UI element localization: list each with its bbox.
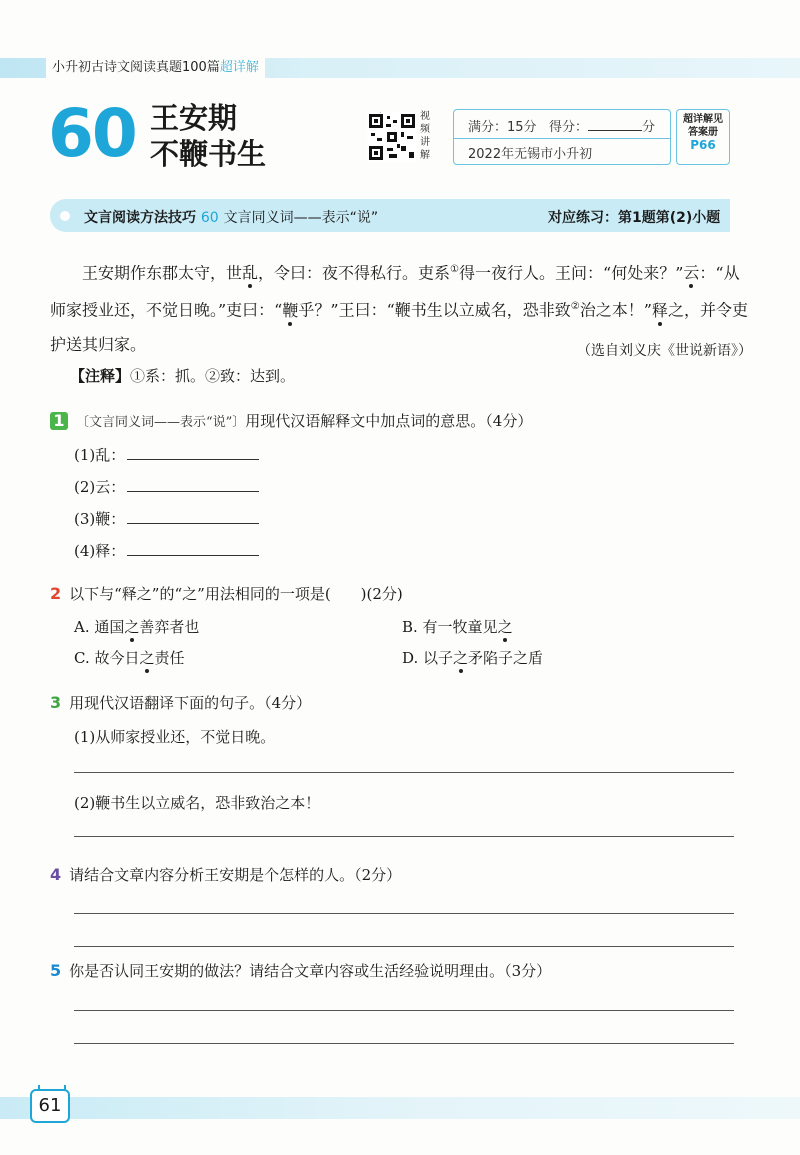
item-label: (3)鞭：: [74, 510, 126, 528]
option-text: C. 故今日: [74, 649, 140, 667]
method-label: [84, 207, 378, 227]
method-dot-icon: [60, 211, 70, 221]
passage-text: 治之本！”: [579, 300, 652, 320]
question-text: 你是否认同王安期的做法？请结合文章内容或生活经验说明理由。（3分）: [69, 962, 552, 980]
answer-tag-line-1: 超详解见: [683, 114, 723, 125]
passage-text: 得一夜行人。王问：“何处来？”: [459, 263, 684, 283]
passage-text: 乎？”王曰：“鞭书生以立威名，恐非致: [298, 300, 571, 320]
question-1: [50, 410, 532, 431]
score-row: [468, 116, 655, 135]
question-text: 请结合文章内容分析王安期是个怎样的人。（2分）: [69, 866, 402, 884]
title-line-1: 王安期: [150, 101, 238, 135]
option-text: 矛陷子之盾: [468, 649, 544, 667]
dotted-word: 之: [139, 649, 155, 667]
question-number: 4: [50, 865, 62, 884]
qr-caption: [420, 110, 434, 162]
answer-line[interactable]: [74, 946, 734, 947]
option-b[interactable]: [402, 616, 513, 637]
series-accent: 超详解: [219, 60, 259, 75]
score-divider: [454, 138, 670, 139]
option-text: 善弈者也: [139, 618, 200, 636]
q3-sentence-2: (2)鞭书生以立威名，恐非致治之本！: [74, 794, 321, 812]
question-text: 用现代汉语翻译下面的句子。（4分）: [69, 694, 312, 712]
qr-caption-char: 讲: [420, 137, 430, 148]
answer-blank[interactable]: [127, 510, 259, 524]
answer-page: P66: [690, 138, 716, 152]
answer-line[interactable]: [74, 836, 734, 837]
answer-reference: [676, 109, 730, 165]
qr-caption-char: 频: [420, 124, 430, 135]
q1-item: [74, 476, 259, 497]
question-2: [50, 583, 403, 604]
option-text: B. 有一牧童见: [402, 618, 498, 636]
answer-blank[interactable]: [127, 446, 259, 460]
score-got-label: 得分：: [548, 120, 588, 135]
notes: [70, 365, 295, 386]
question-text: 用现代汉语解释文中加点词的意思。（4分）: [245, 412, 533, 430]
page-number: 61: [30, 1089, 70, 1123]
answer-line[interactable]: [74, 1010, 734, 1011]
dotted-word: 之: [124, 618, 140, 636]
q1-item: [74, 444, 259, 465]
answer-blank[interactable]: [127, 478, 259, 492]
series-name: 小升初古诗文阅读真题100篇: [52, 60, 220, 75]
passage-text: ：“从师家授业还，不觉日晚。”吏曰：“: [50, 263, 740, 320]
item-label: (1)乱：: [74, 446, 126, 464]
option-d[interactable]: [402, 647, 543, 668]
method-bar: [50, 199, 730, 232]
item-label: (4)释：: [74, 542, 126, 560]
question-3: [50, 692, 311, 713]
score-unit: 分: [641, 120, 655, 135]
answer-line[interactable]: [74, 1043, 734, 1044]
option-text: 责任: [154, 649, 185, 667]
question-4: [50, 864, 401, 885]
answer-blank[interactable]: [127, 542, 259, 556]
method-topic: 文言同义词——表示“说”: [223, 210, 379, 226]
option-text: A. 通国: [74, 618, 125, 636]
qr-code-icon[interactable]: [367, 112, 417, 162]
answer-line[interactable]: [74, 772, 734, 773]
option-text: D. 以子: [402, 649, 454, 667]
method-number: 60: [200, 210, 219, 226]
question-5: [50, 960, 551, 981]
q1-item: [74, 508, 259, 529]
question-tag: 〔文言同义词——表示“说”〕: [76, 415, 246, 430]
answer-line[interactable]: [74, 913, 734, 914]
passage-text: 王安期作东郡太守，世: [82, 263, 243, 283]
footnote-mark: ②: [570, 301, 580, 313]
lesson-number: 60: [48, 95, 136, 172]
dotted-word: 之: [497, 618, 513, 636]
question-number: 5: [50, 961, 62, 980]
qr-caption-char: 解: [420, 150, 430, 161]
question-text: 以下与“释之”的“之”用法相同的一项是( )(2分): [69, 585, 403, 603]
notes-text: ①系：抓。②致：达到。: [130, 367, 296, 385]
series-title: [46, 58, 265, 78]
passage-source: （选自刘义庆《世说新语》）: [577, 342, 752, 359]
title-line-2: 不鞭书生: [150, 137, 267, 171]
option-a[interactable]: [74, 616, 199, 637]
passage-text: ，令曰：夜不得私行。吏系: [258, 263, 451, 283]
source-exam: 2022年无锡市小升初: [468, 147, 593, 162]
question-number: 3: [50, 693, 62, 712]
footnote-mark: ①: [450, 264, 460, 275]
lesson-title: [150, 100, 266, 172]
dotted-word: 云: [683, 263, 700, 283]
dotted-word: 乱: [242, 263, 259, 283]
header-band: [0, 58, 800, 78]
dotted-word: 释: [651, 300, 668, 320]
qr-caption-char: 视: [420, 111, 430, 122]
dotted-word: 之: [453, 649, 469, 667]
q1-item: [74, 540, 259, 561]
method-practice: 对应练习：第1题第(2)小题: [548, 210, 721, 226]
answer-tag-line-2: 答案册: [688, 127, 718, 138]
method-title: 文言阅读方法技巧: [84, 210, 196, 226]
question-number: 1: [50, 412, 68, 430]
dotted-word: 鞭: [282, 300, 299, 320]
full-score: 满分：15分: [468, 120, 537, 135]
question-number: 2: [50, 584, 62, 603]
option-c[interactable]: [74, 647, 185, 668]
passage-text: 之，并令吏护送其归家。: [50, 300, 748, 354]
notes-label: 【注释】: [70, 367, 131, 385]
q3-sentence-1: (1)从师家授业还，不觉日晚。: [74, 728, 276, 746]
footer-band: [0, 1097, 800, 1119]
passage: [50, 253, 750, 362]
score-box: [453, 109, 671, 165]
item-label: (2)云：: [74, 478, 126, 496]
score-blank[interactable]: [588, 119, 642, 131]
